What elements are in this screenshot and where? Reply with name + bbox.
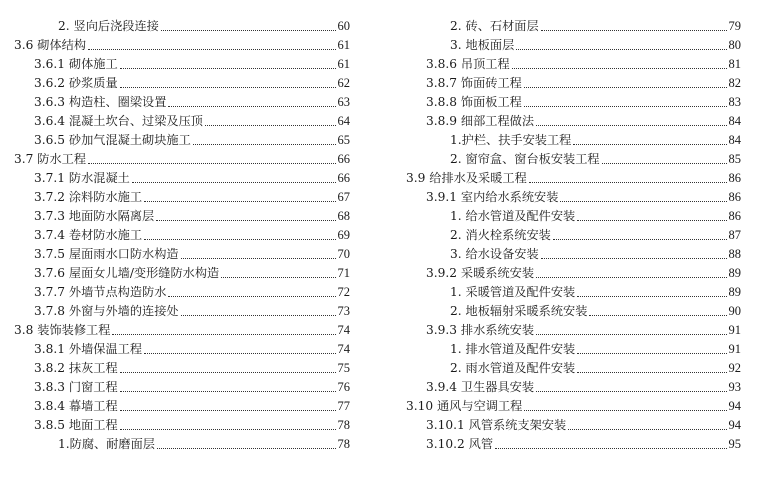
toc-entry-title: 3.8.4 幕墙工程 <box>34 399 118 413</box>
toc-entry-page-number: 75 <box>337 361 350 375</box>
toc-entry-page-number: 91 <box>728 323 741 337</box>
toc-dot-leader <box>589 315 726 316</box>
toc-entry[interactable] <box>14 36 350 55</box>
toc-dot-leader <box>156 220 335 221</box>
toc-entry[interactable] <box>406 150 741 169</box>
toc-entry[interactable] <box>14 55 350 74</box>
toc-entry[interactable] <box>14 321 350 340</box>
toc-entry[interactable] <box>406 416 741 435</box>
toc-entry-title: 2. 消火栓系统安装 <box>450 228 551 242</box>
toc-dot-leader <box>536 334 726 335</box>
toc-entry[interactable] <box>14 283 350 302</box>
toc-entry[interactable] <box>406 188 741 207</box>
toc-entry[interactable] <box>14 359 350 378</box>
toc-entry[interactable] <box>406 74 741 93</box>
toc-entry[interactable] <box>406 169 741 188</box>
toc-entry-title: 3.9.2 采暖系统安装 <box>426 266 535 280</box>
toc-entry-page-number: 78 <box>337 418 350 432</box>
toc-entry-title: 3.8.5 地面工程 <box>34 418 118 432</box>
toc-dot-leader <box>88 163 335 164</box>
toc-entry-page-number: 74 <box>337 323 350 337</box>
toc-entry-page-number: 90 <box>728 304 741 318</box>
toc-entry[interactable] <box>14 340 350 359</box>
toc-entry-title: 2. 地板辐射采暖系统安装 <box>450 304 588 318</box>
toc-entry[interactable] <box>14 131 350 150</box>
toc-entry[interactable] <box>14 74 350 93</box>
toc-dot-leader <box>577 353 726 354</box>
toc-dot-leader <box>161 30 336 31</box>
toc-entry[interactable] <box>14 112 350 131</box>
toc-entry-title: 3.8.9 细部工程做法 <box>426 114 535 128</box>
toc-dot-leader <box>553 239 727 240</box>
toc-entry-title: 3.10 通风与空调工程 <box>406 399 523 413</box>
toc-entry-title: 3.9 给排水及采暖工程 <box>406 171 527 185</box>
toc-dot-leader <box>536 125 726 126</box>
toc-dot-leader <box>529 182 727 183</box>
toc-entry-page-number: 86 <box>728 171 741 185</box>
toc-entry-title: 3.10.2 风管 <box>426 437 494 451</box>
toc-entry-page-number: 71 <box>337 266 350 280</box>
toc-dot-leader <box>602 163 727 164</box>
toc-dot-leader <box>577 296 726 297</box>
toc-dot-leader <box>536 391 726 392</box>
toc-entry-title: 3.6 砌体结构 <box>14 38 87 52</box>
toc-entry-page-number: 79 <box>728 19 741 33</box>
toc-entry-title: 2. 竖向后浇段连接 <box>58 19 159 33</box>
toc-entry-title: 3.6.5 砂加气混凝土砌块施工 <box>34 133 191 147</box>
toc-entry-title: 3.8.2 抹灰工程 <box>34 361 118 375</box>
toc-entry[interactable] <box>406 321 741 340</box>
toc-dot-leader <box>516 49 726 50</box>
toc-entry-title: 3.8.8 饰面板工程 <box>426 95 522 109</box>
toc-entry-page-number: 80 <box>728 38 741 52</box>
toc-entry-title: 3.6.1 砌体施工 <box>34 57 118 71</box>
toc-entry[interactable] <box>406 378 741 397</box>
toc-dot-leader <box>536 277 726 278</box>
toc-dot-leader <box>132 182 336 183</box>
toc-dot-leader <box>568 429 726 430</box>
toc-entry[interactable] <box>14 435 350 454</box>
toc-entry-title: 3.7.7 外墙节点构造防水 <box>34 285 167 299</box>
toc-entry[interactable] <box>406 245 741 264</box>
toc-dot-leader <box>144 201 335 202</box>
toc-entry[interactable] <box>14 169 350 188</box>
toc-entry-page-number: 66 <box>337 152 350 166</box>
toc-dot-leader <box>120 410 336 411</box>
toc-dot-leader <box>495 448 726 449</box>
toc-dot-leader <box>88 49 335 50</box>
toc-entry-page-number: 84 <box>728 114 741 128</box>
toc-entry-title: 3.8.6 吊顶工程 <box>426 57 510 71</box>
toc-entry-page-number: 64 <box>337 114 350 128</box>
toc-entry[interactable] <box>14 150 350 169</box>
toc-entry-page-number: 74 <box>337 342 350 356</box>
toc-entry-title: 3.6.2 砂浆质量 <box>34 76 118 90</box>
toc-entry[interactable] <box>406 340 741 359</box>
toc-entry-page-number: 61 <box>337 57 350 71</box>
toc-entry-page-number: 86 <box>728 209 741 223</box>
toc-entry[interactable] <box>406 226 741 245</box>
toc-entry[interactable] <box>14 226 350 245</box>
toc-dot-leader <box>573 144 726 145</box>
toc-entry-page-number: 95 <box>728 437 741 451</box>
toc-entry-title: 2. 雨水管道及配件安装 <box>450 361 576 375</box>
toc-entry[interactable] <box>406 302 741 321</box>
toc-entry[interactable] <box>406 207 741 226</box>
toc-entry[interactable] <box>14 207 350 226</box>
toc-entry-page-number: 93 <box>728 380 741 394</box>
toc-entry-title: 1. 排水管道及配件安装 <box>450 342 576 356</box>
toc-entry[interactable] <box>14 302 350 321</box>
toc-left-column <box>14 17 350 454</box>
toc-dot-leader <box>120 391 336 392</box>
toc-dot-leader <box>577 220 726 221</box>
toc-entry-page-number: 82 <box>728 76 741 90</box>
toc-dot-leader <box>560 201 726 202</box>
toc-entry-page-number: 65 <box>337 133 350 147</box>
toc-entry-title: 1. 给水管道及配件安装 <box>450 209 576 223</box>
toc-entry-page-number: 94 <box>728 399 741 413</box>
toc-dot-leader <box>524 106 727 107</box>
toc-dot-leader <box>512 68 727 69</box>
toc-entry[interactable] <box>406 112 741 131</box>
toc-entry-title: 3.8 装饰装修工程 <box>14 323 111 337</box>
toc-entry[interactable] <box>406 17 741 36</box>
toc-entry-title: 3.6.4 混凝土坎台、过梁及压顶 <box>34 114 203 128</box>
toc-dot-leader <box>144 239 335 240</box>
toc-dot-leader <box>120 429 336 430</box>
toc-entry-page-number: 88 <box>728 247 741 261</box>
toc-entry-title: 3.9.3 排水系统安装 <box>426 323 535 337</box>
toc-entry-page-number: 66 <box>337 171 350 185</box>
toc-entry[interactable] <box>406 435 741 454</box>
toc-dot-leader <box>157 448 336 449</box>
toc-entry[interactable] <box>14 245 350 264</box>
toc-entry-page-number: 62 <box>337 76 350 90</box>
toc-entry-title: 1.防腐、耐磨面层 <box>58 437 155 451</box>
toc-dot-leader <box>112 334 335 335</box>
toc-entry[interactable] <box>14 17 350 36</box>
toc-dot-leader <box>120 87 336 88</box>
toc-entry-title: 3.7 防水工程 <box>14 152 87 166</box>
toc-dot-leader <box>524 410 726 411</box>
toc-entry-title: 3.7.8 外窗与外墙的连接处 <box>34 304 179 318</box>
toc-entry-page-number: 72 <box>337 285 350 299</box>
toc-entry-page-number: 81 <box>728 57 741 71</box>
toc-entry-page-number: 84 <box>728 133 741 147</box>
toc-entry-page-number: 89 <box>728 266 741 280</box>
toc-entry-page-number: 67 <box>337 190 350 204</box>
toc-entry-title: 3.7.3 地面防水隔离层 <box>34 209 155 223</box>
toc-entry-title: 3.9.1 室内给水系统安装 <box>426 190 559 204</box>
toc-entry-page-number: 70 <box>337 247 350 261</box>
toc-entry[interactable] <box>406 264 741 283</box>
toc-dot-leader <box>181 258 336 259</box>
toc-dot-leader <box>144 353 335 354</box>
toc-entry-page-number: 68 <box>337 209 350 223</box>
toc-dot-leader <box>120 68 336 69</box>
toc-dot-leader <box>168 106 335 107</box>
toc-dot-leader <box>541 30 727 31</box>
toc-entry-title: 1. 采暖管道及配件安装 <box>450 285 576 299</box>
toc-entry-page-number: 87 <box>728 228 741 242</box>
toc-entry-title: 2. 砖、石材面层 <box>450 19 539 33</box>
toc-entry[interactable] <box>14 188 350 207</box>
toc-dot-leader <box>168 296 335 297</box>
toc-entry-title: 3.8.7 饰面砖工程 <box>426 76 522 90</box>
toc-dot-leader <box>524 87 727 88</box>
toc-entry-page-number: 78 <box>337 437 350 451</box>
toc-entry-title: 3.7.4 卷材防水施工 <box>34 228 143 242</box>
toc-entry-title: 3.8.3 门窗工程 <box>34 380 118 394</box>
toc-dot-leader <box>221 277 335 278</box>
toc-entry-title: 3.7.6 屋面女儿墙/变形缝防水构造 <box>34 266 220 280</box>
toc-entry[interactable] <box>406 36 741 55</box>
toc-entry-page-number: 85 <box>728 152 741 166</box>
toc-dot-leader <box>181 315 336 316</box>
toc-entry-title: 2. 窗帘盒、窗台板安装工程 <box>450 152 600 166</box>
toc-entry[interactable] <box>406 359 741 378</box>
toc-entry[interactable] <box>406 93 741 112</box>
toc-entry-page-number: 61 <box>337 38 350 52</box>
toc-dot-leader <box>577 372 726 373</box>
toc-entry-page-number: 73 <box>337 304 350 318</box>
toc-entry-page-number: 77 <box>337 399 350 413</box>
toc-entry-page-number: 60 <box>337 19 350 33</box>
toc-right-column <box>406 17 741 454</box>
toc-entry-page-number: 91 <box>728 342 741 356</box>
toc-entry[interactable] <box>14 93 350 112</box>
toc-entry-title: 3.7.1 防水混凝土 <box>34 171 130 185</box>
toc-entry-page-number: 86 <box>728 190 741 204</box>
toc-entry-title: 3.7.2 涂料防水施工 <box>34 190 143 204</box>
toc-entry-title: 1.护栏、扶手安装工程 <box>450 133 572 147</box>
toc-entry-title: 3.10.1 风管系统支架安装 <box>426 418 567 432</box>
toc-entry-page-number: 76 <box>337 380 350 394</box>
toc-dot-leader <box>541 258 727 259</box>
toc-entry[interactable] <box>14 397 350 416</box>
toc-dot-leader <box>193 144 336 145</box>
toc-entry[interactable] <box>406 283 741 302</box>
toc-entry[interactable] <box>14 264 350 283</box>
toc-entry[interactable] <box>14 416 350 435</box>
toc-entry-title: 3.7.5 屋面雨水口防水构造 <box>34 247 179 261</box>
toc-entry-title: 3. 给水设备安装 <box>450 247 539 261</box>
toc-entry[interactable] <box>14 378 350 397</box>
toc-entry-page-number: 63 <box>337 95 350 109</box>
toc-entry-title: 3.9.4 卫生器具安装 <box>426 380 535 394</box>
toc-entry[interactable] <box>406 131 741 150</box>
toc-entry-page-number: 83 <box>728 95 741 109</box>
toc-dot-leader <box>205 125 336 126</box>
toc-entry-page-number: 94 <box>728 418 741 432</box>
toc-entry[interactable] <box>406 397 741 416</box>
toc-dot-leader <box>120 372 336 373</box>
toc-entry-page-number: 69 <box>337 228 350 242</box>
toc-entry-title: 3.6.3 构造柱、圈梁设置 <box>34 95 167 109</box>
toc-entry[interactable] <box>406 55 741 74</box>
toc-entry-title: 3. 地板面层 <box>450 38 515 52</box>
toc-entry-page-number: 92 <box>728 361 741 375</box>
toc-entry-page-number: 89 <box>728 285 741 299</box>
toc-entry-title: 3.8.1 外墙保温工程 <box>34 342 143 356</box>
